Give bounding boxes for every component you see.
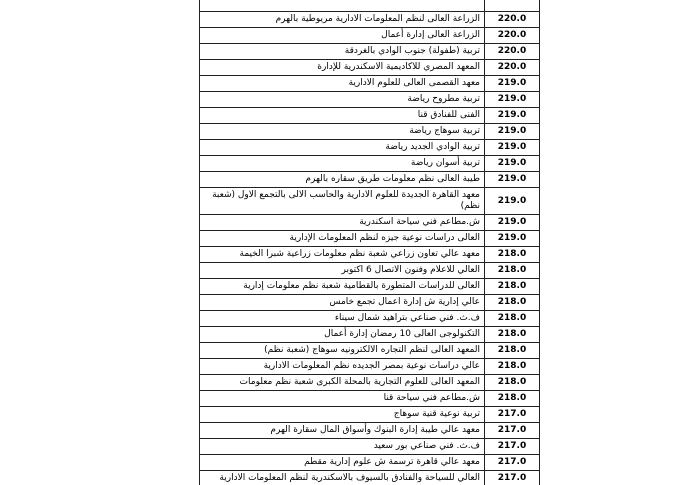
table-row bbox=[200, 359, 540, 375]
score-cell: 220.0 bbox=[485, 44, 540, 60]
score-cell: 219.0 bbox=[485, 92, 540, 108]
table-body bbox=[200, 0, 540, 485]
score-cell: 220.0 bbox=[485, 60, 540, 76]
score-cell: 219.0 bbox=[485, 124, 540, 140]
score-cell: 218.0 bbox=[485, 247, 540, 263]
institute-name-cell: العالي للاعلام وفنون الاتصال 6 اكتوبر bbox=[200, 263, 485, 279]
table-row bbox=[200, 471, 540, 485]
scores-table bbox=[199, 0, 540, 485]
institute-name-cell: تربية (طفولة) جنوب الوادي بالغردقة bbox=[200, 44, 485, 60]
score-cell: 219.0 bbox=[485, 231, 540, 247]
table-row bbox=[200, 247, 540, 263]
score-cell bbox=[485, 0, 540, 12]
table-row bbox=[200, 295, 540, 311]
table-row bbox=[200, 327, 540, 343]
institute-name-cell: العالى للدراسات المتطورة بالقطامية شعبة نظم معلومات إدارية bbox=[200, 279, 485, 295]
score-cell: 218.0 bbox=[485, 295, 540, 311]
table-row bbox=[200, 60, 540, 76]
institute-name-cell: عالي إدارية ش إدارة اعمال تجمع خامس bbox=[200, 295, 485, 311]
score-cell: 218.0 bbox=[485, 359, 540, 375]
institute-name-cell: تربية أسوان رياضة bbox=[200, 156, 485, 172]
institute-name-cell: العالي للسياحة والفنادق بالسيوف بالاسكندرية لنظم المعلومات الادارية bbox=[200, 471, 485, 485]
score-cell: 219.0 bbox=[485, 188, 540, 215]
score-cell: 217.0 bbox=[485, 423, 540, 439]
score-cell: 219.0 bbox=[485, 108, 540, 124]
institute-name-cell: ف.ث. فني صناعي بور سعيد bbox=[200, 439, 485, 455]
score-cell: 219.0 bbox=[485, 76, 540, 92]
table-row bbox=[200, 12, 540, 28]
table-row bbox=[200, 215, 540, 231]
institute-name-cell: المعهد العالى للعلوم التجارية بالمحلة الكبرى شعبة نظم معلومات bbox=[200, 375, 485, 391]
institute-name-cell: تربية سوهاج رياضة bbox=[200, 124, 485, 140]
table-row bbox=[200, 156, 540, 172]
table-row bbox=[200, 0, 540, 12]
score-cell: 219.0 bbox=[485, 215, 540, 231]
institute-name-cell: الزراعة العالى لنظم المعلومات الادارية مريوطية بالهرم bbox=[200, 12, 485, 28]
table-row bbox=[200, 172, 540, 188]
institute-name-cell: الفنى للفنادق قنا bbox=[200, 108, 485, 124]
score-cell: 218.0 bbox=[485, 263, 540, 279]
score-cell: 217.0 bbox=[485, 407, 540, 423]
table-row bbox=[200, 92, 540, 108]
institute-name-cell: معهد عالي تعاون زراعي شعبة نظم معلومات زراعية شبرا الخيمة bbox=[200, 247, 485, 263]
table-row bbox=[200, 455, 540, 471]
table-row bbox=[200, 76, 540, 92]
table-row bbox=[200, 279, 540, 295]
score-cell: 218.0 bbox=[485, 343, 540, 359]
table-row bbox=[200, 375, 540, 391]
table-row bbox=[200, 407, 540, 423]
institute-name-cell: ش.مطاعم فني سياحة قنا bbox=[200, 391, 485, 407]
institute-name-cell: المعهد العالى لنظم التجاره الالكترونيه سوهاج (شعبة نظم) bbox=[200, 343, 485, 359]
institute-name-cell: عالي دراسات نوعية بمصر الجديده نظم المعلومات الادارية bbox=[200, 359, 485, 375]
table-row bbox=[200, 188, 540, 215]
score-cell: 217.0 bbox=[485, 471, 540, 485]
score-cell: 217.0 bbox=[485, 455, 540, 471]
table-row bbox=[200, 28, 540, 44]
score-cell: 218.0 bbox=[485, 311, 540, 327]
score-cell: 217.0 bbox=[485, 439, 540, 455]
score-cell: 220.0 bbox=[485, 28, 540, 44]
institute-name-cell: التكنولوجى العالى 10 رمضان إدارة أعمال bbox=[200, 327, 485, 343]
table-row bbox=[200, 44, 540, 60]
institute-name-cell: طيبة العالى نظم معلومات طريق سقاره بالهرم bbox=[200, 172, 485, 188]
table-row bbox=[200, 263, 540, 279]
institute-name-cell: معهد عالي قاهرة ترسمة ش علوم إدارية مقطم bbox=[200, 455, 485, 471]
score-cell: 219.0 bbox=[485, 172, 540, 188]
table-row bbox=[200, 140, 540, 156]
institute-name-cell: العالى دراسات نوعية جيزه لنظم المعلومات الإدارية bbox=[200, 231, 485, 247]
score-cell: 219.0 bbox=[485, 156, 540, 172]
table-row bbox=[200, 108, 540, 124]
score-cell: 218.0 bbox=[485, 391, 540, 407]
table-row bbox=[200, 423, 540, 439]
institute-name-cell: الزراعة العالى إدارة أعمال bbox=[200, 28, 485, 44]
institute-name-cell: ف.ث. فني صناعي بتراهيد شمال سيناء bbox=[200, 311, 485, 327]
table-row bbox=[200, 391, 540, 407]
table-row bbox=[200, 439, 540, 455]
institute-name-cell: ش.مطاعم فني سياحة اسكندرية bbox=[200, 215, 485, 231]
institute-name-cell: تربية نوعية قنية سوهاج bbox=[200, 407, 485, 423]
table-row bbox=[200, 231, 540, 247]
institute-name-cell: معهد القاهرة الجديدة للعلوم الادارية والحاسب الالى بالتجمع الاول (شعبة نظم) bbox=[200, 188, 485, 215]
score-cell: 220.0 bbox=[485, 12, 540, 28]
score-cell: 218.0 bbox=[485, 375, 540, 391]
table-row bbox=[200, 343, 540, 359]
table-row bbox=[200, 311, 540, 327]
score-cell: 218.0 bbox=[485, 279, 540, 295]
institute-name-cell: معهد القصمى العالى للعلوم الادارية bbox=[200, 76, 485, 92]
institute-name-cell bbox=[200, 0, 485, 12]
institute-name-cell: تربية الوادي الجديد رياضة bbox=[200, 140, 485, 156]
score-cell: 218.0 bbox=[485, 327, 540, 343]
table-row bbox=[200, 124, 540, 140]
institute-name-cell: المعهد المصري للاكاديمية الاسكندرية للإدارة bbox=[200, 60, 485, 76]
score-cell: 219.0 bbox=[485, 140, 540, 156]
institute-name-cell: تربية مطروح رياضة bbox=[200, 92, 485, 108]
institute-name-cell: معهد عالي طيبة إدارة البنوك وأسواق المال سقارة الهرم bbox=[200, 423, 485, 439]
